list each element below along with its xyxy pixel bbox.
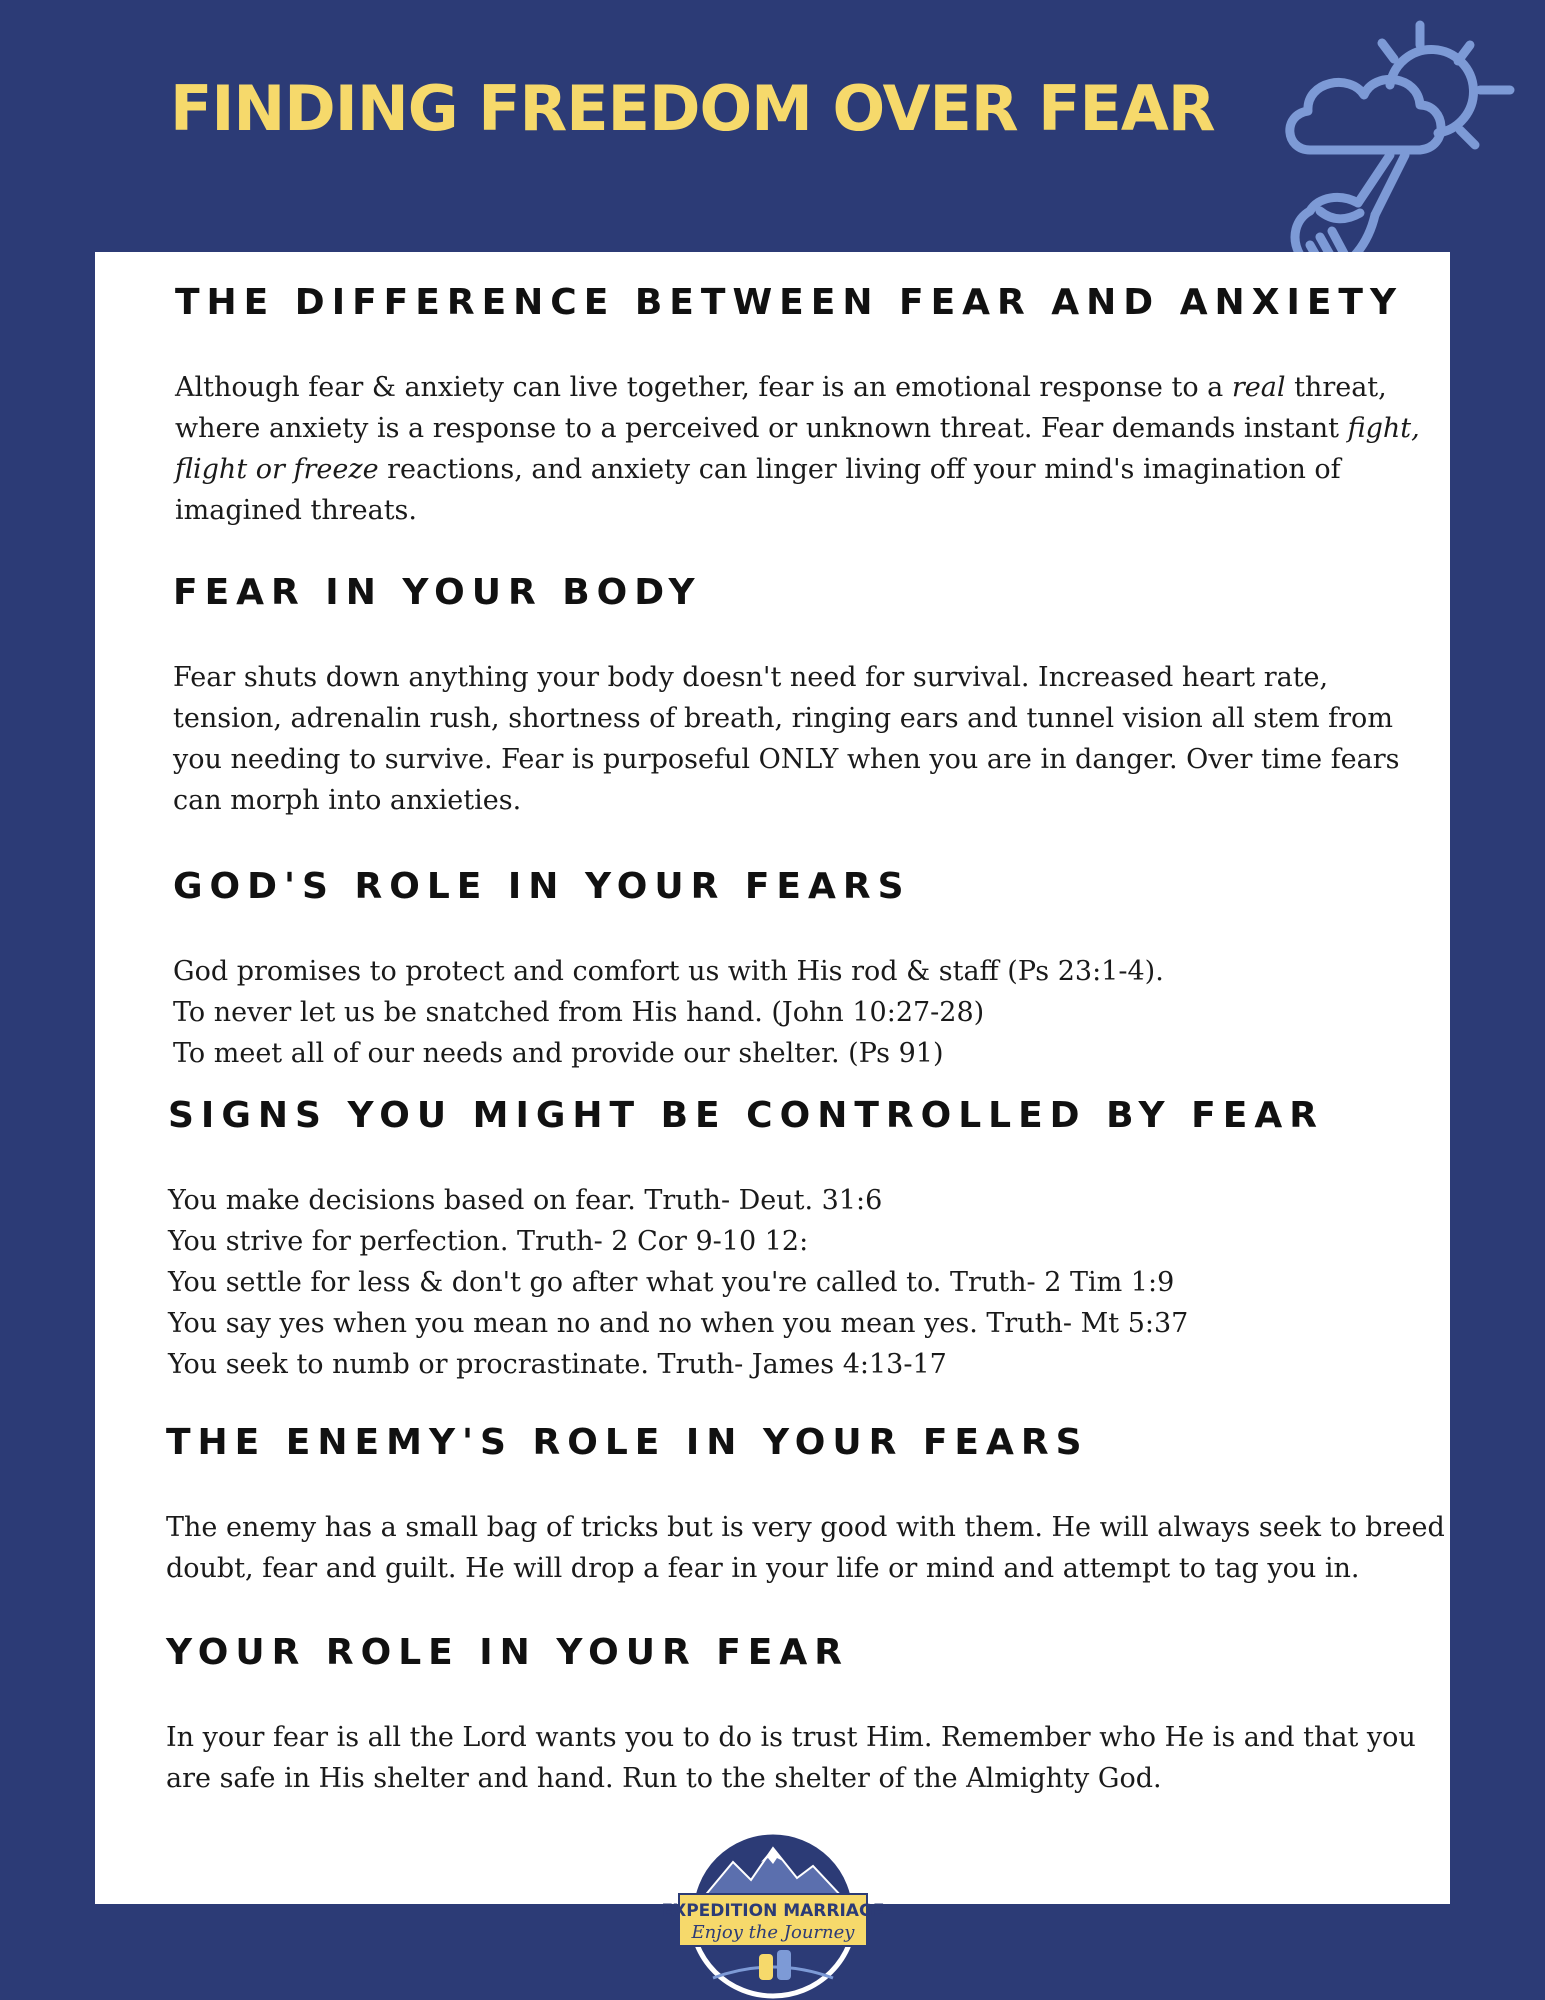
section-gods-role <box>173 866 1433 1074</box>
section-body: In your fear is all the Lord wants you to do is trust Him. Remember who He is and that you are safe in His shelter and hand. Run to the shelter of the Almighty God. <box>166 1722 1416 1794</box>
section-body: Although fear & anxiety can live together, fear is an emotional response to a real threat, where anxiety is a response to a perceived or unknown threat. Fear demands instant fight, flight or freeze reactions, and anxiety can linger living off your mind's imagination of imagined threats. <box>175 372 1420 526</box>
section-heading: THE DIFFERENCE BETWEEN FEAR AND ANXIETY <box>175 282 1404 323</box>
section-body: The enemy has a small bag of tricks but is very good with them. He will always seek to breed doubt, fear and guilt. He will drop a fear in your life or mind and attempt to tag you in. <box>166 1512 1445 1584</box>
section-heading: THE ENEMY'S ROLE IN YOUR FEARS <box>166 1422 1089 1463</box>
content-card <box>95 252 1450 1904</box>
section-fear-vs-anxiety <box>175 282 1435 531</box>
section-your-role <box>166 1632 1426 1799</box>
expedition-marriage-logo <box>661 1828 885 2000</box>
section-body: You make decisions based on fear. Truth- Deut. 31:6 You strive for perfection. Truth- 2 Cor 9-10 12: You settle for less & don't go after what you're called to. Truth- 2 Tim 1:9 You say yes when you mean no and no when you mean yes. Truth- Mt 5:37 You seek to numb or procrastinate. Truth- James 4:13-17 <box>168 1185 1189 1380</box>
section-heading: FEAR IN YOUR BODY <box>173 572 702 613</box>
logo-name: EXPEDITION MARRIAGE <box>661 1901 885 1921</box>
section-heading: GOD'S ROLE IN YOUR FEARS <box>173 866 911 907</box>
section-enemys-role <box>166 1422 1445 1589</box>
page-title: FINDING FREEDOM OVER FEAR <box>170 72 1215 145</box>
logo-tagline: Enjoy the Journey <box>691 1922 855 1943</box>
section-signs-controlled <box>168 1095 1428 1385</box>
section-heading: YOUR ROLE IN YOUR FEAR <box>166 1632 849 1673</box>
section-body: Fear shuts down anything your body doesn't need for survival. Increased heart rate, tension, adrenalin rush, shortness of breath, ringing ears and tunnel vision all stem from you needing to survive. Fear is purposeful ONLY when you are in danger. Over time fears can morph into anxieties. <box>173 662 1400 816</box>
section-body: God promises to protect and comfort us with His rod & staff (Ps 23:1-4). To never let us be snatched from His hand. (John 10:27-28) To meet all of our needs and provide our shelter. (Ps 91) <box>173 956 1164 1069</box>
section-fear-in-body <box>173 572 1433 821</box>
section-heading: SIGNS YOU MIGHT BE CONTROLLED BY FEAR <box>168 1095 1324 1136</box>
